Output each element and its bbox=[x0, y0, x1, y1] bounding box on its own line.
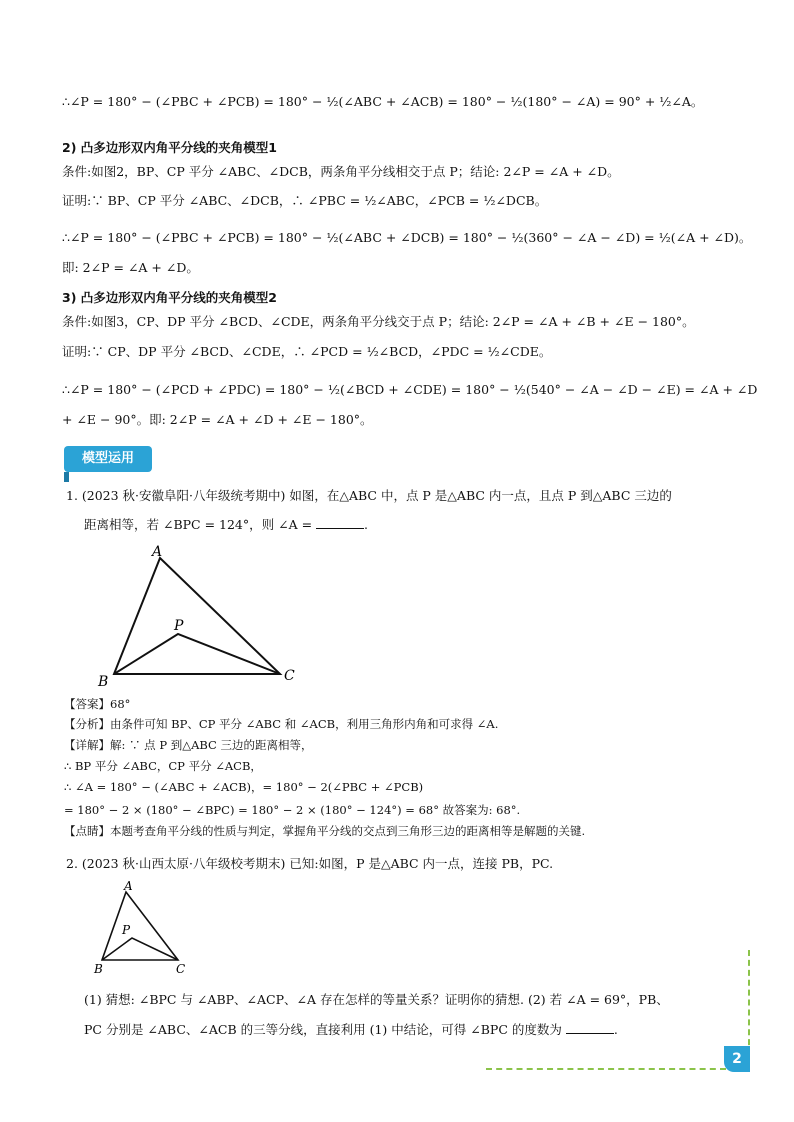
model2-proof: 证明:∵ BP、CP 平分 ∠ABC、∠DCB，∴ ∠PBC = ½∠ABC，∠PCB = ½∠DCB。 bbox=[62, 193, 548, 208]
q1-line-2-text: 距离相等，若 ∠BPC = 124°，则 ∠A = bbox=[84, 517, 313, 532]
label-c: C bbox=[284, 668, 295, 684]
derivation-line: ∴∠P = 180° − (∠PBC + ∠PCB) = 180° − ½(∠ABC + ∠ACB) = 180° − ½(180° − ∠A) = 90° + ½∠A。 bbox=[62, 94, 704, 109]
model3-calc-1: ∴∠P = 180° − (∠PCD + ∠PDC) = 180° − ½(∠BCD + ∠CDE) = 180° − ½(540° − ∠A − ∠D − ∠E) = ∠A + ∠D bbox=[62, 382, 758, 397]
segments-bp-pc bbox=[114, 634, 280, 674]
label-a: A bbox=[152, 544, 163, 560]
q1-answer-blank bbox=[316, 516, 364, 529]
model3-heading: 3) 凸多边形双内角平分线的夹角模型2 bbox=[62, 290, 277, 305]
q2-line-3 bbox=[84, 1021, 618, 1038]
q1-answer: 【答案】68° bbox=[64, 697, 131, 711]
model2-conclusion: 即: 2∠P = ∠A + ∠D。 bbox=[62, 260, 199, 275]
label-b: B bbox=[98, 674, 109, 690]
decorative-dashed-border-horizontal bbox=[486, 1068, 726, 1070]
label-b-2: B bbox=[94, 962, 103, 976]
q1-detail-3: ∴ ∠A = 180° − (∠ABC + ∠ACB)，= 180° − 2(∠PBC + ∠PCB) bbox=[64, 780, 424, 794]
label-p: P bbox=[174, 618, 184, 634]
q1-analysis: 【分析】由条件可知 BP、CP 平分 ∠ABC 和 ∠ACB，利用三角形内角和可求得 ∠A. bbox=[64, 717, 499, 731]
model3-proof: 证明:∵ CP、DP 平分 ∠BCD、∠CDE，∴ ∠PCD = ½∠BCD，∠PDC = ½∠CDE。 bbox=[62, 344, 552, 359]
label-p-2: P bbox=[122, 923, 131, 937]
q2-line-3-text: PC 分别是 ∠ABC、∠ACB 的三等分线，直接利用 (1) 中结论，可得 ∠BPC 的度数为 bbox=[84, 1022, 562, 1037]
q1-line-2 bbox=[84, 516, 368, 533]
q2-line-1: 2. (2023 秋·山西太原·八年级校考期末) 已知:如图，P 是△ABC 内一点，连接 PB，PC. bbox=[66, 856, 554, 871]
q1-triangle-figure bbox=[90, 540, 320, 690]
q1-comment: 【点睛】本题考查角平分线的性质与判定，掌握角平分线的交点到三角形三边的距离相等是解题的关键. bbox=[64, 824, 586, 838]
model3-calc-2: + ∠E − 90°。即: 2∠P = ∠A + ∠D + ∠E − 180°。 bbox=[62, 412, 373, 427]
q2-line-2: (1) 猜想: ∠BPC 与 ∠ABP、∠ACP、∠A 存在怎样的等量关系？证明你的猜想. (2) 若 ∠A = 69°，PB、 bbox=[84, 992, 669, 1007]
badge-tail bbox=[64, 472, 69, 482]
q1-detail-1: 【详解】解: ∵ 点 P 到△ABC 三边的距离相等， bbox=[64, 738, 313, 752]
model2-calc: ∴∠P = 180° − (∠PBC + ∠PCB) = 180° − ½(∠ABC + ∠DCB) = 180° − ½(360° − ∠A − ∠D) = ½(∠A + ∠D)。 bbox=[62, 230, 752, 245]
model2-condition: 条件:如图2，BP、CP 平分 ∠ABC、∠DCB，两条角平分线相交于点 P；结论: 2∠P = ∠A + ∠D。 bbox=[62, 164, 620, 179]
q1-end: . bbox=[364, 517, 369, 532]
triangle-abc-2 bbox=[102, 892, 178, 960]
q2-end: . bbox=[613, 1022, 618, 1037]
q1-line-1: 1. (2023 秋·安徽阜阳·八年级统考期中) 如图，在△ABC 中，点 P 是△ABC 内一点，且点 P 到△ABC 三边的 bbox=[66, 488, 672, 503]
label-c-2: C bbox=[176, 962, 186, 976]
model3-condition: 条件:如图3，CP、DP 平分 ∠BCD、∠CDE，两条角平分线交于点 P；结论: 2∠P = ∠A + ∠B + ∠E − 180°。 bbox=[62, 314, 695, 329]
model2-heading: 2) 凸多边形双内角平分线的夹角模型1 bbox=[62, 140, 277, 155]
q1-detail-4: = 180° − 2 × (180° − ∠BPC) = 180° − 2 × (180° − 124°) = 68° 故答案为: 68°. bbox=[64, 803, 521, 817]
segments-pb-pc bbox=[102, 938, 178, 960]
q2-triangle-figure bbox=[92, 878, 202, 978]
triangle-abc bbox=[114, 558, 280, 674]
q1-detail-2: ∴ BP 平分 ∠ABC，CP 平分 ∠ACB， bbox=[64, 759, 262, 773]
page-number: 2 bbox=[724, 1046, 750, 1072]
section-badge: 模型运用 bbox=[64, 446, 152, 472]
label-a-2: A bbox=[124, 879, 133, 893]
q2-answer-blank bbox=[566, 1021, 614, 1034]
